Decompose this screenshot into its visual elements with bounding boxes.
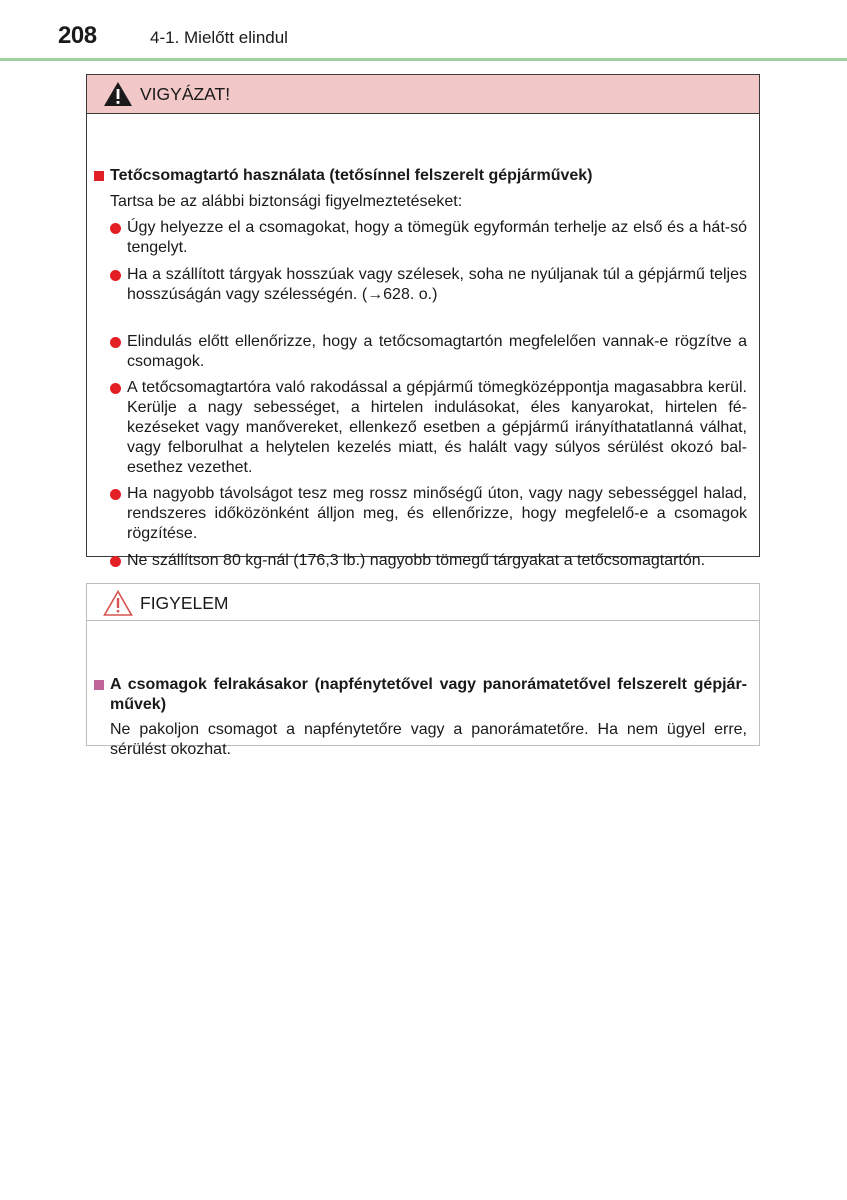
bullet-dot-icon	[110, 337, 121, 348]
warning-intro: Tartsa be az alábbi biztonsági figyelmeztetéseket:	[110, 193, 463, 210]
bullet-dot-icon	[110, 223, 121, 234]
square-marker-icon	[94, 680, 104, 690]
caution-triangle-icon	[103, 590, 133, 616]
caution-heading: A csomagok felrakásakor (napfénytetővel vagy panorámatetővel felszerelt gépjár-művek)	[94, 675, 747, 715]
bullet-dot-icon	[110, 270, 121, 281]
list-item: A tetőcsomagtartóra való rakodással a gépjármű tömegközéppontja magasabbra kerül. Kerülje a nagy sebességet, a hirtelen indulásokat, éles kanyarokat, hirtelen fé-kezéseket vagy manővereket, ellenkező esetben a gépjármű irányíthatatlanná válhat, vagy felborulhat a helytelen kezelés miatt, és halált vagy súlyos sérülést okozó bal-esethez vezethet.	[110, 378, 747, 478]
caution-label: FIGYELEM	[140, 593, 229, 613]
caution-text: Ne pakoljon csomagot a napfénytetőre vagy a panorámatetőre. Ha nem ügyel erre, sérülést okozhat.	[110, 721, 747, 758]
square-marker-icon	[94, 171, 104, 181]
warning-header	[87, 75, 759, 114]
warning-box	[86, 74, 760, 569]
warning-label: VIGYÁZAT!	[140, 84, 231, 104]
bullet-dot-icon	[110, 556, 121, 567]
list-item: Ne szállítson 80 kg-nál (176,3 lb.) nagyobb tömegű tárgyakat a tetőcsomagtartón.	[110, 551, 747, 571]
list-item: Ha nagyobb távolságot tesz meg rossz minőségű úton, vagy nagy sebességgel halad, rendszeres időközönként álljon meg, és ellenőrizze, hogy megfelelő-e a csomagok rögzítése.	[110, 484, 747, 544]
warning-heading: Tetőcsomagtartó használata (tetősínnel felszerelt gépjárművek)	[94, 166, 747, 186]
bullet-dot-icon	[110, 383, 121, 394]
header-rule	[0, 58, 847, 61]
page-number: 208	[58, 22, 97, 49]
list-item: Elindulás előtt ellenőrizze, hogy a tetőcsomagtartón megfelelően vannak-e rögzítve a csomagok.	[110, 332, 747, 372]
list-item: Ha a szállított tárgyak hosszúak vagy szélesek, soha ne nyúljanak túl a gépjármű teljes hosszúságán vagy szélességén. (→628. o.)	[110, 265, 747, 305]
bullet-dot-icon	[110, 489, 121, 500]
section-title: 4-1. Mielőtt elindul	[150, 28, 288, 47]
caution-box	[86, 583, 760, 758]
page-header	[0, 0, 847, 60]
caution-header	[87, 584, 759, 621]
warning-triangle-icon	[103, 81, 133, 107]
list-item: Úgy helyezze el a csomagokat, hogy a tömegük egyformán terhelje az első és a hát-só tengelyt.	[110, 218, 747, 258]
